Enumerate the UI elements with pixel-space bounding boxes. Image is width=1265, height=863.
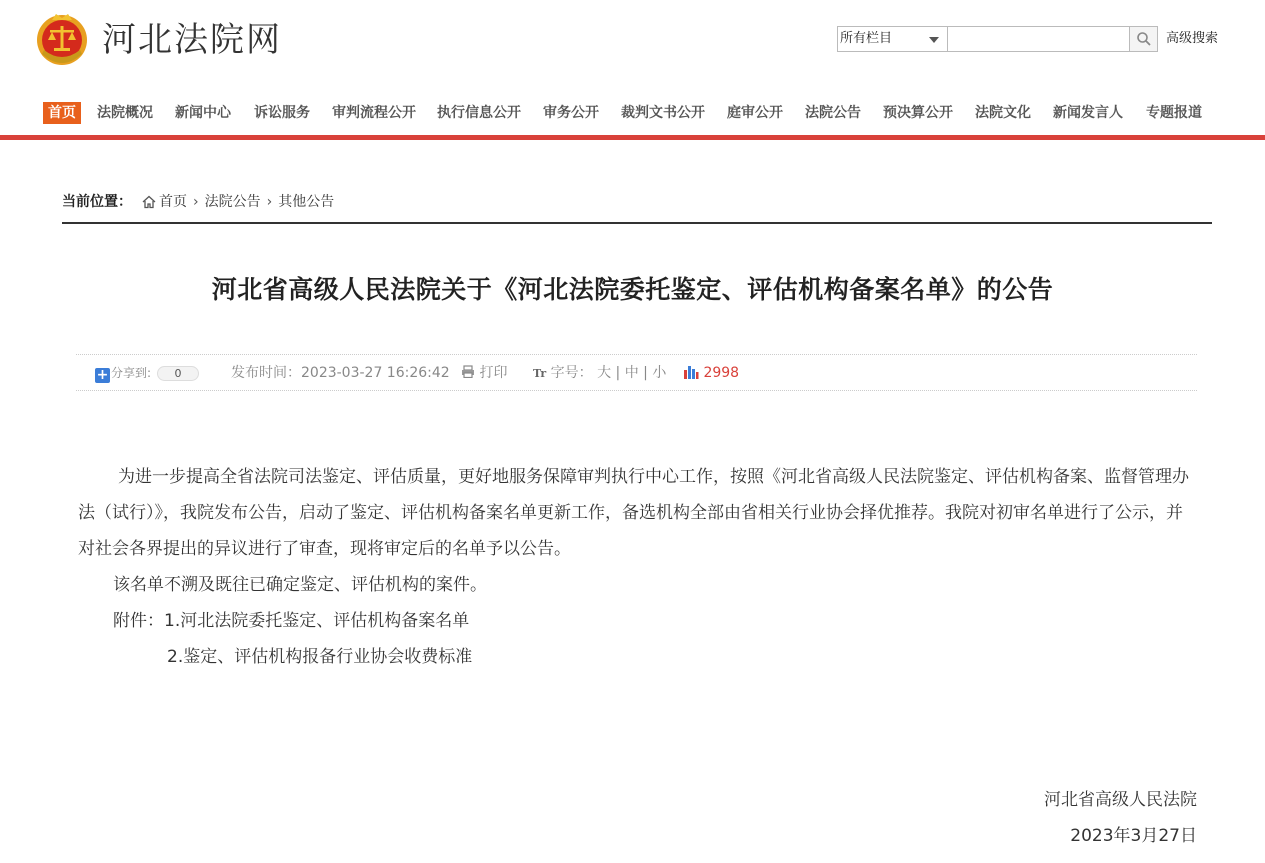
court-emblem-icon[interactable]: [36, 10, 88, 70]
article-body: [78, 459, 1198, 675]
site-header: [0, 0, 1265, 90]
home-icon: [142, 195, 156, 209]
font-size-large[interactable]: 大: [597, 365, 612, 381]
chevron-right-icon: ›: [266, 194, 273, 210]
attachment-link-2[interactable]: 2.鉴定、评估机构报备行业协会收费标准: [167, 647, 473, 667]
plus-icon: +: [96, 367, 109, 383]
divider: |: [615, 365, 621, 381]
nav-item-budget[interactable]: 预决算公开: [883, 105, 953, 121]
search-scope-value: 所有栏目: [840, 31, 893, 46]
nav-item-spokesperson[interactable]: 新闻发言人: [1053, 105, 1123, 121]
search-form: [837, 26, 1158, 52]
site-title[interactable]: 河北法院网: [102, 20, 282, 60]
advanced-search-link[interactable]: 高级搜索: [1166, 31, 1219, 46]
breadcrumb-announcements[interactable]: 法院公告: [204, 194, 261, 210]
breadcrumb-label: 当前位置：: [62, 194, 132, 210]
nav-item-announcements[interactable]: 法院公告: [805, 105, 861, 121]
attachment-link-1[interactable]: 附件：1.河北法院委托鉴定、评估机构备案名单: [113, 611, 470, 631]
nav-item-hearings[interactable]: 庭审公开: [727, 105, 783, 121]
font-size-icon: Tr: [533, 367, 547, 380]
breadcrumb: [62, 190, 1212, 224]
font-size-label: 字号：: [550, 365, 593, 381]
nav-item-special-reports[interactable]: 专题报道: [1146, 105, 1202, 121]
font-size-medium[interactable]: 中: [624, 365, 639, 381]
print-button[interactable]: [461, 364, 507, 382]
bar-chart-icon: [683, 365, 699, 379]
nav-item-court-overview[interactable]: 法院概况: [97, 105, 153, 121]
font-size-controls: [533, 364, 666, 383]
nav-item-home[interactable]: 首页: [43, 102, 81, 124]
print-label: 打印: [479, 365, 508, 381]
view-count: [683, 364, 739, 382]
font-size-small[interactable]: 小: [652, 365, 667, 381]
publish-time: 发布时间：2023-03-27 16:26:42: [231, 365, 450, 381]
nav-item-litigation-service[interactable]: 诉讼服务: [254, 105, 310, 121]
nav-item-court-affairs[interactable]: 审务公开: [543, 105, 599, 121]
signature-date: 2023年3月27日: [1070, 826, 1197, 846]
view-count-value: 2998: [703, 365, 740, 381]
chevron-right-icon: ›: [193, 194, 199, 210]
share-widget[interactable]: [95, 364, 199, 383]
nav-item-news-center[interactable]: 新闻中心: [175, 105, 231, 121]
search-button[interactable]: [1129, 26, 1158, 52]
nav-item-judgments[interactable]: 裁判文书公开: [621, 105, 705, 121]
breadcrumb-home[interactable]: 首页: [159, 194, 187, 210]
nav-item-court-culture[interactable]: 法院文化: [975, 105, 1031, 121]
article-signature: [1044, 782, 1197, 854]
breadcrumb-other-announcements[interactable]: 其他公告: [278, 194, 335, 210]
article-paragraph: 该名单不溯及既往已确定鉴定、评估机构的案件。: [113, 575, 487, 595]
main-nav: [0, 98, 1265, 140]
nav-item-execution-info[interactable]: 执行信息公开: [437, 105, 521, 121]
signature-org: 河北省高级人民法院: [1044, 790, 1197, 810]
share-count: 0: [157, 366, 199, 381]
share-label: 分享到:: [111, 366, 152, 380]
search-scope-select[interactable]: [837, 26, 947, 52]
chevron-down-icon: [929, 37, 939, 43]
article-paragraph: 为进一步提高全省法院司法鉴定、评估质量，更好地服务保障审判执行中心工作，按照《河北省高级人民法院鉴定、评估机构备案、监督管理办法（试行）》，我院发布公告，启动了鉴定、评估机构备案名单更新工作，备选机构全部由省相关行业协会择优推荐。我院对初审名单进行了公示，并对社会各界提出的异议进行了审查，现将审定后的名单予以公告。: [78, 467, 1189, 559]
article-meta-bar: [76, 354, 1197, 391]
nav-item-trial-process[interactable]: 审判流程公开: [332, 105, 416, 121]
search-icon: [1136, 31, 1152, 47]
divider: |: [643, 365, 648, 381]
search-input[interactable]: [947, 26, 1129, 52]
article-title: 河北省高级人民法院关于《河北法院委托鉴定、评估机构备案名单》的公告: [211, 275, 1054, 304]
printer-icon: [461, 365, 475, 378]
